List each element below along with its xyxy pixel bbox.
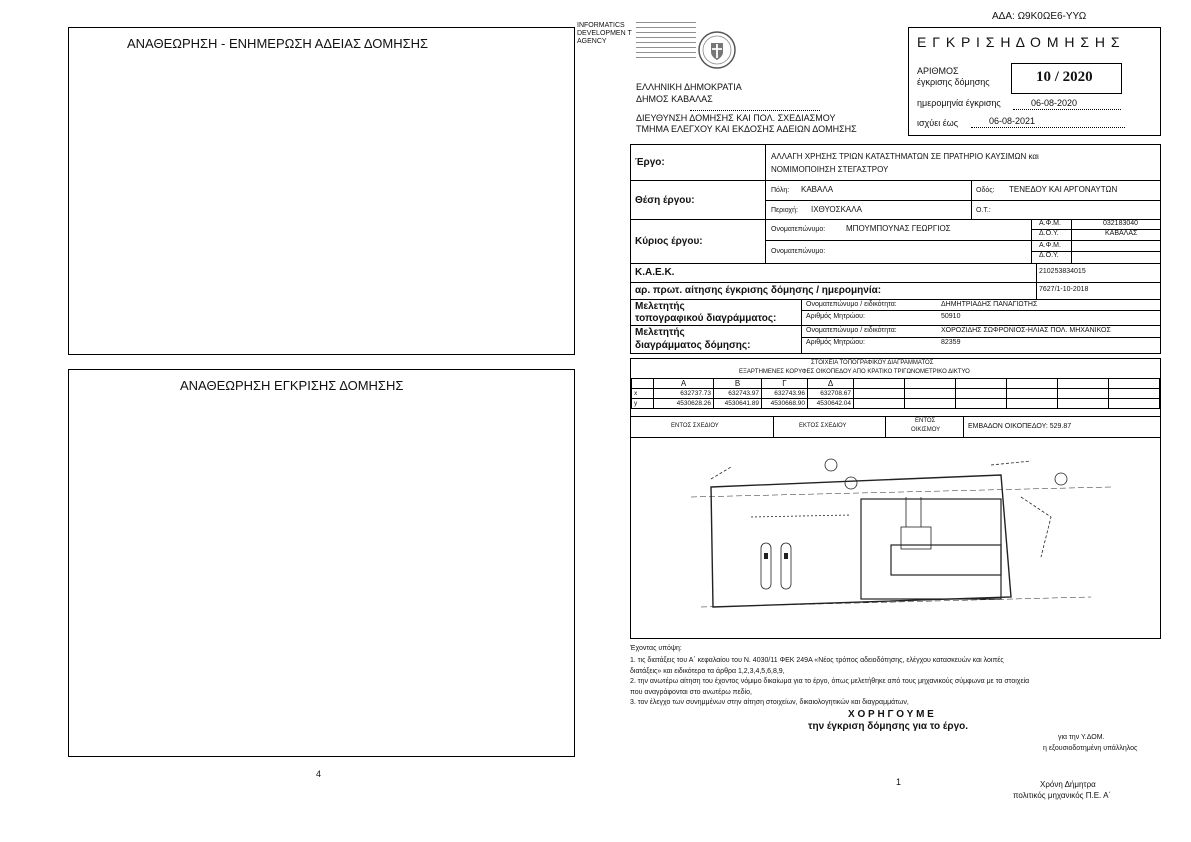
afm-label-2: Α.Φ.Μ.: [1039, 242, 1061, 249]
x-value: 632743.96: [762, 389, 808, 399]
afm-label: Α.Φ.Μ.: [1039, 220, 1061, 227]
topo-reg-label: Αριθμός Μητρώου:: [806, 313, 865, 320]
section-name: ΤΜΗΜΑ ΕΛΕΓΧΟΥ ΚΑΙ ΕΚΔΟΣΗΣ ΑΔΕΙΩΝ ΔΟΜΗΣΗΣ: [636, 124, 857, 134]
ergo-line-1: ΑΛΛΑΓΗ ΧΡΗΣΗΣ ΤΡΙΩΝ ΚΑΤΑΣΤΗΜΑΤΩΝ ΣΕ ΠΡΑΤΗΡΙΟ ΚΑΥΣΙΜΩΝ και: [771, 152, 1039, 161]
street-label: Οδός:: [976, 187, 995, 194]
protocol-label: αρ. πρωτ. αίτησης έγκρισης δόμησης / ημερομηνία:: [635, 285, 882, 296]
coords-title-2: ΕΞΑΡΤΗΜΕΝΕΣ ΚΟΡΥΦΕΣ ΟΙΚΟΠΕΔΟΥ ΑΠΟ ΚΡΑΤΙΚΟ ΤΡΙΓΩΝΟΜΕΤΡΙΚΟ ΔΙΚΤΥΟ: [739, 369, 970, 375]
project-data-box: [630, 144, 1161, 354]
approval-number-label: ΑΡΙΘΜΟΣ: [917, 66, 959, 76]
plot-area: ΕΜΒΑΔΟΝ ΟΙΚΟΠΕΔΟΥ: 529.87: [968, 423, 1072, 430]
afm-value: 032183040: [1103, 220, 1139, 227]
vertex-header: Δ: [808, 379, 854, 389]
kaek-value: 210253834015: [1039, 268, 1086, 275]
doy-value: ΚΑΒΑΛΑΣ: [1105, 230, 1138, 237]
y-value: 4530642.04: [808, 399, 854, 409]
right-page-number: 1: [896, 777, 902, 787]
site-plan-drawing: [691, 457, 1111, 627]
vertex-header: Α: [654, 379, 714, 389]
doy-label-2: Δ.Ο.Υ.: [1039, 252, 1059, 259]
owner-name-label: Ονοματεπώνυμο:: [771, 226, 826, 233]
dotted-line: [1013, 109, 1121, 110]
table-row: [632, 389, 1160, 399]
dotted-line: [690, 110, 820, 111]
topo-reg: 50910: [941, 313, 961, 320]
build-name: ΧΟΡΟΖΙΔΗΣ ΣΩΦΡΟΝΙΟΣ-ΗΛΙΑΣ ΠΟΛ. ΜΗΧΑΝΙΚΟΣ: [941, 327, 1111, 334]
tiny-stamp-text: [636, 22, 696, 62]
coords-title-1: ΣΤΟΙΧΕΙΑ ΤΟΠΟΓΡΑΦΙΚΟΥ ΔΙΑΓΡΑΜΜΑΤΟΣ: [811, 360, 934, 366]
signer-role: πολιτικός μηχανικός Π.Ε. Α΄: [1013, 791, 1112, 800]
revision-update-box: [68, 27, 575, 355]
approval-date: 06-08-2020: [1031, 98, 1078, 108]
y-label: y: [632, 399, 654, 409]
topo-name-label: Ονοματεπώνυμο / ειδικότητα:: [806, 301, 897, 308]
clause-3: 3. τον έλεγχο των συνημμένων στην αίτηση στοιχείων, δικαιολογητικών και διαγραμμάτων,: [630, 699, 909, 706]
area-value: ΙΧΘΥΟΣΚΑΛΑ: [811, 205, 862, 214]
area-label: Περιοχή:: [771, 207, 798, 214]
signer-name: Χρόνη Δήμητρα: [1040, 780, 1096, 789]
build-name-label: Ονοματεπώνυμο / ειδικότητα:: [806, 327, 897, 334]
protocol-value: 7627/1-10-2018: [1039, 286, 1089, 293]
within-settlement-label-1: ΕΝΤΟΣ: [915, 418, 936, 424]
kaek-label: Κ.Α.Ε.Κ.: [635, 267, 675, 278]
topo-engineer-label-2: τοπογραφικού διαγράμματος:: [635, 313, 777, 324]
vertex-header: Β: [714, 379, 762, 389]
country-name: ΕΛΛΗΝΙΚΗ ΔΗΜΟΚΡΑΤΙΑ: [636, 82, 742, 92]
table-row: [632, 379, 1160, 389]
revision-approval-box: [68, 369, 575, 757]
valid-until-date: 06-08-2021: [989, 116, 1036, 126]
topographic-data-box: [630, 358, 1161, 639]
approval-number-label-2: έγκρισης δόμησης: [917, 77, 990, 87]
owner-name: ΜΠΟΥΜΠΟΥΝΑΣ ΓΕΩΡΓΙΟΣ: [846, 224, 951, 233]
location-label: Θέση έργου:: [635, 195, 695, 206]
table-row: [632, 399, 1160, 409]
authorized-employee: η εξουσιοδοτημένη υπάλληλος: [1043, 745, 1138, 752]
municipality-name: ΔΗΜΟΣ ΚΑΒΑΛΑΣ: [636, 94, 713, 104]
topo-name: ΔΗΜΗΤΡΙΑΔΗΣ ΠΑΝΑΓΙΩΤΗΣ: [941, 301, 1038, 308]
valid-until-label: ισχύει έως: [917, 118, 959, 128]
y-value: 4530641.89: [714, 399, 762, 409]
revision-update-title: ΑΝΑΘΕΩΡΗΣΗ - ΕΝΗΜΕΡΩΣΗ ΑΔΕΙΑΣ ΔΟΜΗΣΗΣ: [127, 36, 429, 51]
clause-2b: που αναγράφονται στο ανωτέρω πεδίο,: [630, 689, 752, 696]
city-label: Πόλη:: [771, 187, 790, 194]
department-name: ΔΙΕΥΘΥΝΣΗ ΔΟΜΗΣΗΣ ΚΑΙ ΠΟΛ. ΣΧΕΔΙΑΣΜΟΥ: [636, 113, 836, 123]
build-reg-label: Αριθμός Μητρώου:: [806, 339, 865, 346]
street-value: ΤΕΝΕΔΟΥ ΚΑΙ ΑΡΓΟΝΑΥΤΩΝ: [1009, 185, 1118, 194]
coat-of-arms-logo: [697, 30, 737, 70]
clause-1: 1. τις διατάξεις του Α΄ κεφαλαίου του Ν. 4030/11 ΦΕΚ 249Α «Νέος τρόπος αδειοδότησης, ελέγχου κατασκευών και λοιπές: [630, 657, 1004, 664]
build-reg: 82359: [941, 339, 961, 346]
topo-engineer-label-1: Μελετητής: [635, 301, 685, 312]
owner-name-label-2: Ονοματεπώνυμο:: [771, 248, 826, 255]
doy-label: Δ.Ο.Υ.: [1039, 230, 1059, 237]
city-value: ΚΑΒΑΛΑ: [801, 185, 834, 194]
approval-number: 10 / 2020: [1036, 69, 1093, 85]
approval-header-box: [908, 27, 1161, 136]
y-value: 4530628.26: [654, 399, 714, 409]
x-value: 632743.97: [714, 389, 762, 399]
x-value: 632737.73: [654, 389, 714, 399]
for-ydom: για την Υ.ΔΟΜ.: [1058, 734, 1105, 741]
coordinates-table: [631, 378, 1160, 409]
approval-number-box: [1011, 63, 1122, 94]
within-plan-label: ΕΝΤΟΣ ΣΧΕΔΙΟΥ: [671, 423, 719, 429]
left-page-number: 4: [316, 769, 322, 779]
dotted-line: [971, 127, 1125, 128]
x-label: x: [632, 389, 654, 399]
owner-label: Κύριος έργου:: [635, 236, 703, 247]
having-in-view: Έχοντας υπόψη:: [630, 645, 682, 652]
watermark-text: INFORMATICS DEVELOPMEN T AGENCY: [577, 22, 632, 45]
ergo-label: Έργο:: [635, 157, 665, 168]
grant-title: Χ Ο Ρ Η Γ Ο Υ Μ Ε: [848, 709, 934, 720]
within-settlement-label-2: ΟΙΚΙΣΜΟΥ: [911, 427, 941, 433]
ot-label: Ο.Τ.:: [976, 207, 991, 214]
build-engineer-label-1: Μελετητής: [635, 327, 685, 338]
build-engineer-label-2: διαγράμματος δόμησης:: [635, 340, 751, 351]
ergo-line-2: ΝΟΜΙΜΟΠΟΙΗΣΗ ΣΤΕΓΑΣΤΡΟΥ: [771, 165, 889, 174]
grant-subtitle: την έγκριση δόμησης για το έργο.: [808, 721, 969, 732]
clause-1b: διατάξεις» και ειδικότερα τα άρθρα 1,2,3,4,5,6,8,9,: [630, 668, 785, 675]
revision-approval-title: ΑΝΑΘΕΩΡΗΣΗ ΕΓΚΡΙΣΗΣ ΔΟΜΗΣΗΣ: [180, 378, 404, 393]
vertex-header: Γ: [762, 379, 808, 389]
y-value: 4530668.90: [762, 399, 808, 409]
x-value: 632708.67: [808, 389, 854, 399]
outside-plan-label: ΕΚΤΟΣ ΣΧΕΔΙΟΥ: [799, 423, 847, 429]
approval-title: Ε Γ Κ Ρ Ι Σ Η Δ Ο Μ Η Σ Η Σ: [917, 34, 1121, 50]
approval-date-label: ημερομηνία έγκρισης: [917, 98, 1001, 108]
ada-code: ΑΔΑ: Ω9Κ0ΩΕ6-ΥΥΩ: [992, 11, 1087, 22]
clause-2: 2. την ανωτέρω αίτηση του έχοντος νόμιμο δικαίωμα για το έργο, όπως μελετήθηκε από τους μηχανικούς σύμφωνα με τα στοιχεία: [630, 678, 1030, 685]
